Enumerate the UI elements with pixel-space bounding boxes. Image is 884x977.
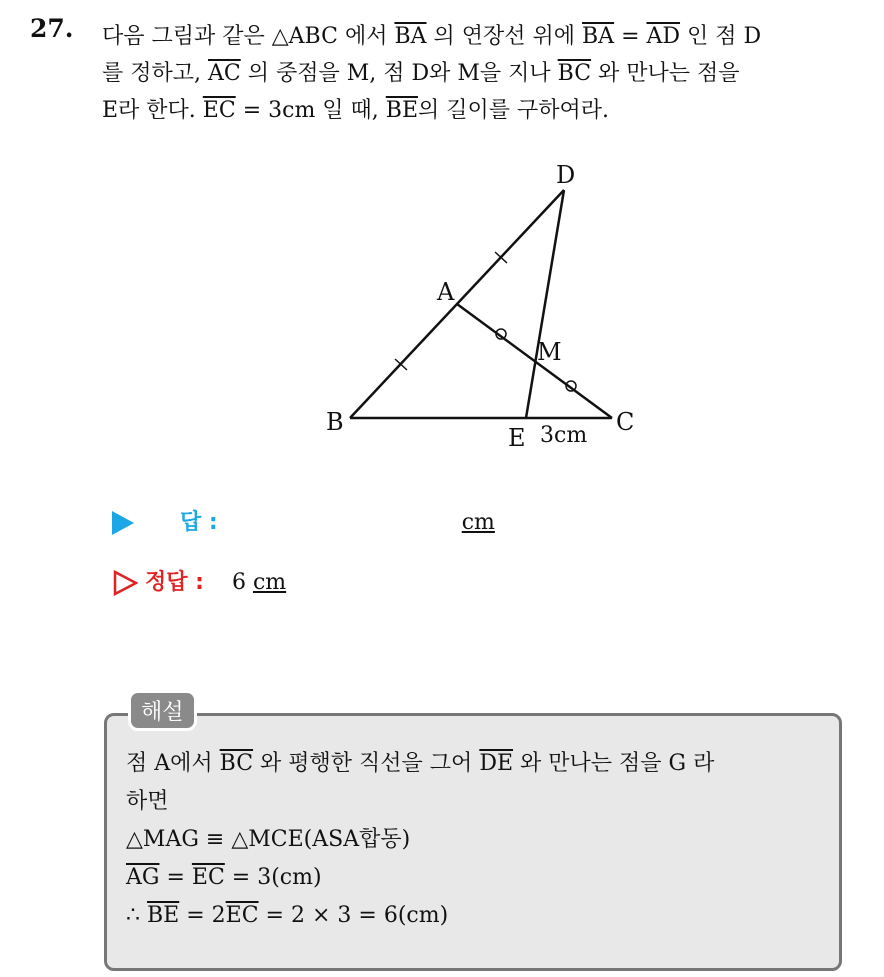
correct-answer-value: 6	[231, 570, 246, 595]
correct-answer-row	[112, 565, 286, 596]
question-line-3: E라 한다. $\overline{EC} = 3cm$ 일 때, $\overline{BE}$의 길이를 구하여라.	[102, 98, 610, 123]
solution-line-3: △MAG ≡ △MCE(ASA합동)	[126, 827, 411, 852]
answer-unit: cm	[461, 510, 495, 535]
label-c: C	[616, 408, 635, 436]
solution-line-2: 하면	[126, 789, 169, 814]
question-text	[102, 18, 872, 129]
solution-tag: 해설	[128, 690, 197, 731]
label-a: A	[437, 278, 455, 306]
answer-label: 답 :	[180, 510, 218, 535]
label-m: M	[537, 338, 562, 366]
play-filled-icon	[112, 511, 134, 535]
correct-answer-unit: cm	[252, 570, 287, 595]
solution-line-1: 점 A에서 $\overline{BC}$ 와 평행한 직선을 그어 $\overline{DE}$ 와 만나는 점을 G 라	[126, 751, 715, 776]
question-line-2: 를 정하고, $\overline{AC}$ 의 중점을 M, 점 D와 M을 지나 $\overline{BC}$ 와 만나는 점을	[102, 61, 740, 86]
label-b: B	[326, 408, 344, 436]
triangle-figure	[300, 150, 660, 460]
play-outline-icon	[112, 570, 138, 596]
solution-text	[126, 745, 826, 935]
solution-line-4: $\overline{AG} = \overline{EC} = 3(cm)$	[126, 865, 322, 890]
label-e: E	[508, 424, 526, 452]
question-line-1: 다음 그림과 같은 △ABC 에서 $\overline{BA}$ 의 연장선 위에 $\overline{BA} = \overline{AD}$ 인 점 D	[102, 24, 762, 49]
answer-row	[112, 505, 495, 536]
correct-answer-label: 정답 :	[145, 570, 204, 595]
question-number: 27.	[30, 14, 74, 43]
label-d: D	[556, 161, 576, 189]
length-label-ec: 3cm	[540, 423, 588, 448]
solution-line-5: ∴ $\overline{BE} = 2\overline{EC} = 2 \times 3 = 6(cm)$	[126, 903, 449, 928]
